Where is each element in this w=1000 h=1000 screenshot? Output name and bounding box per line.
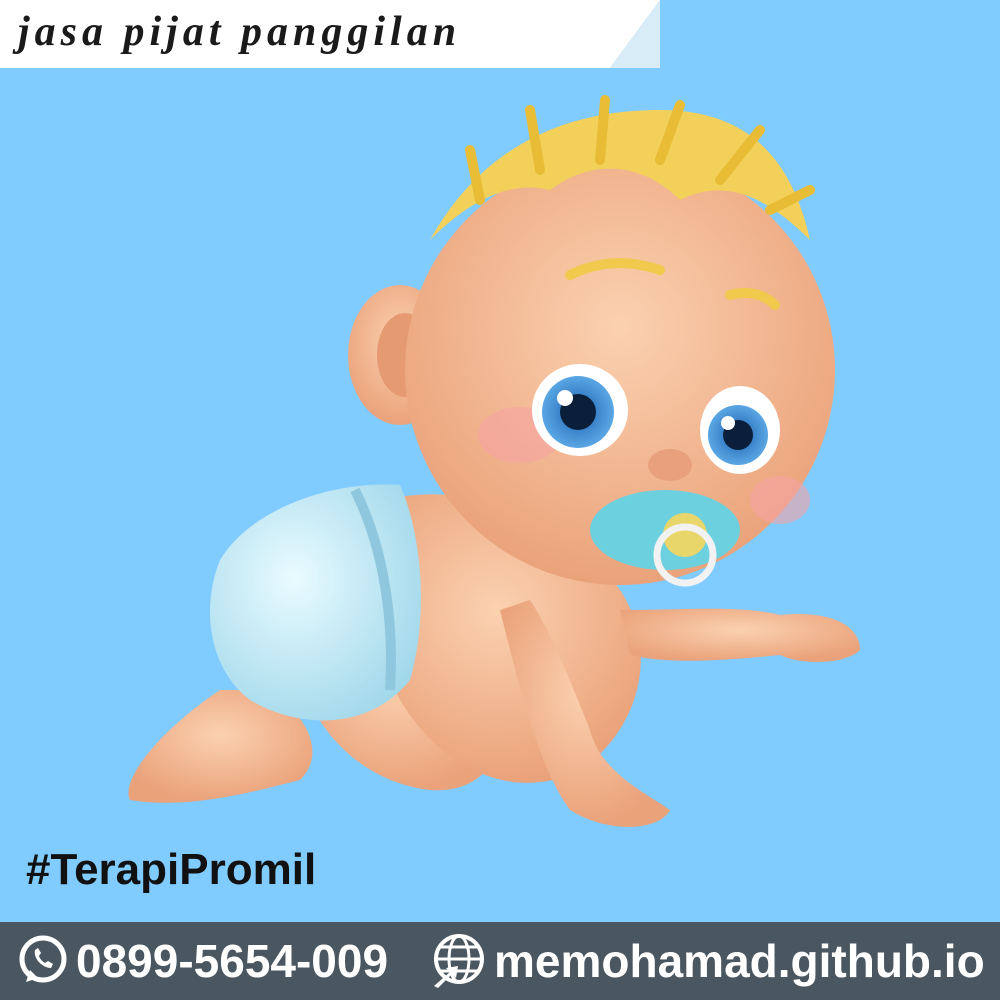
page-title: jasa pijat panggilan [18, 9, 462, 55]
website-url: memohamad.github.io [494, 935, 985, 987]
header-banner [0, 0, 660, 68]
website-contact[interactable] [430, 932, 985, 990]
phone-number: 0899-5654-009 [76, 935, 389, 987]
contact-footer [0, 922, 1000, 1000]
hashtag-label: #TerapiPromil [26, 845, 317, 894]
phone-contact[interactable] [16, 932, 388, 990]
baby-illustration [100, 90, 900, 870]
globe-icon [430, 932, 488, 990]
whatsapp-icon [16, 934, 70, 988]
